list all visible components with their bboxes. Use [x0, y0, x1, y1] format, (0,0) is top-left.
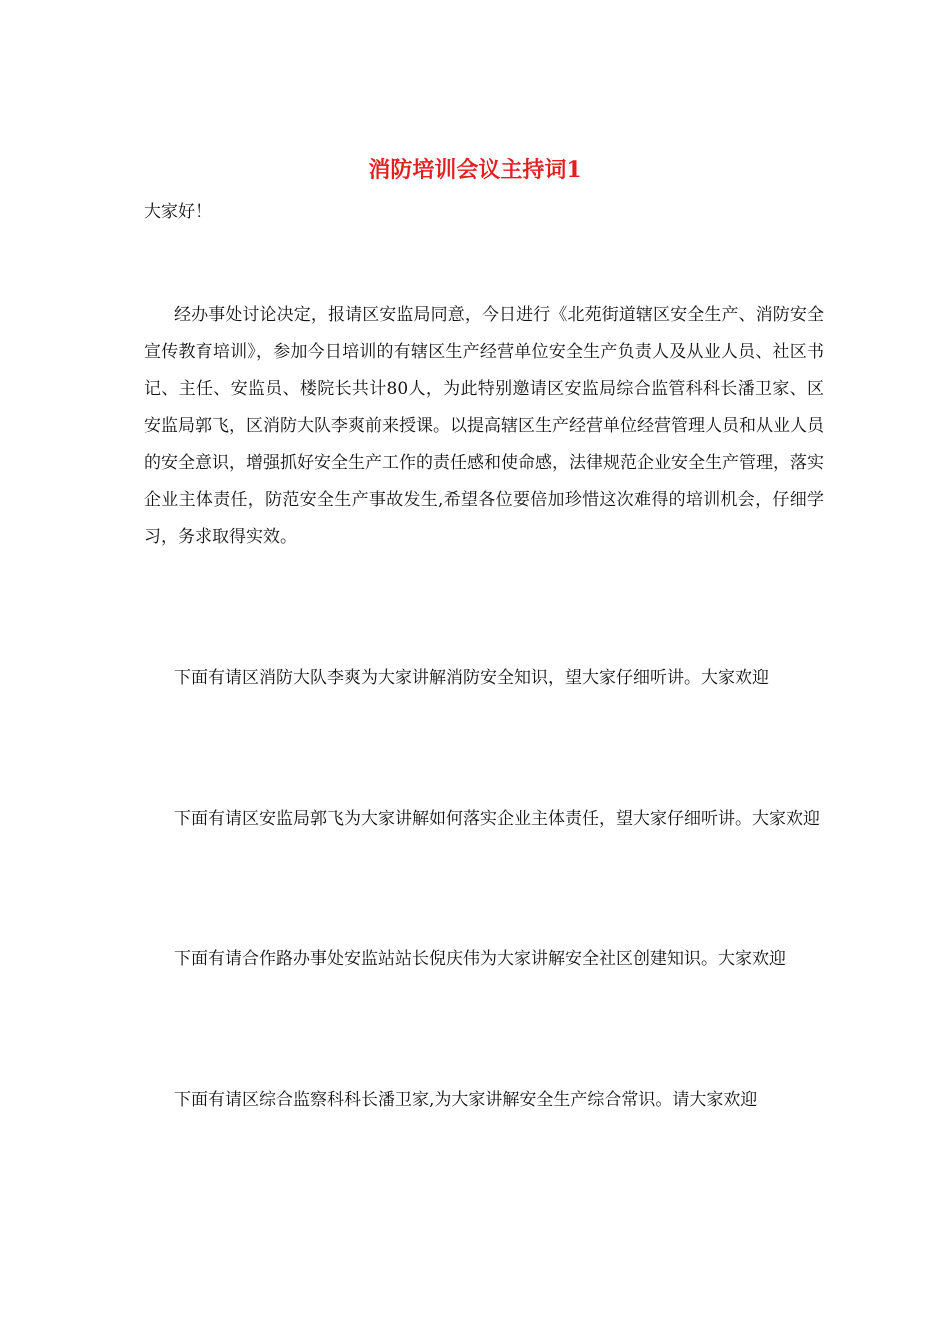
- document-title: 消防培训会议主持词1: [368, 157, 582, 183]
- paragraph-intro: 经办事处讨论决定，报请区安监局同意，今日进行《北苑街道辖区安全生产、消防安全宣传教育培训》，参加今日培训的有辖区生产经营单位安全生产负责人及从业人员、社区书记、主任、安监员、楼院长共计80人，为此特别邀请区安监局综合监管科科长潘卫家、区安监局郭飞，区消防大队李爽前来授课。以提高辖区生产经营单位经营管理人员和从业人员的安全意识，增强抓好安全生产工作的责任感和使命感，法律规范企业安全生产管理，落实企业主体责任，防范安全生产事故发生,希望各位要倍加珍惜这次难得的培训机会，仔细学习，务求取得实效。: [144, 305, 824, 547]
- paragraph-speaker-guo: 下面有请区安监局郭飞为大家讲解如何落实企业主体责任，望大家仔细听讲。大家欢迎: [174, 809, 820, 829]
- paragraph-speaker-pan: 下面有请区综合监察科科长潘卫家,为大家讲解安全生产综合常识。请大家欢迎: [174, 1090, 758, 1110]
- paragraph-speaker-li: 下面有请区消防大队李爽为大家讲解消防安全知识，望大家仔细听讲。大家欢迎: [174, 668, 769, 688]
- paragraph-speaker-ni: 下面有请合作路办事处安监站站长倪庆伟为大家讲解安全社区创建知识。大家欢迎: [174, 949, 786, 969]
- greeting-text: 大家好！: [144, 202, 212, 222]
